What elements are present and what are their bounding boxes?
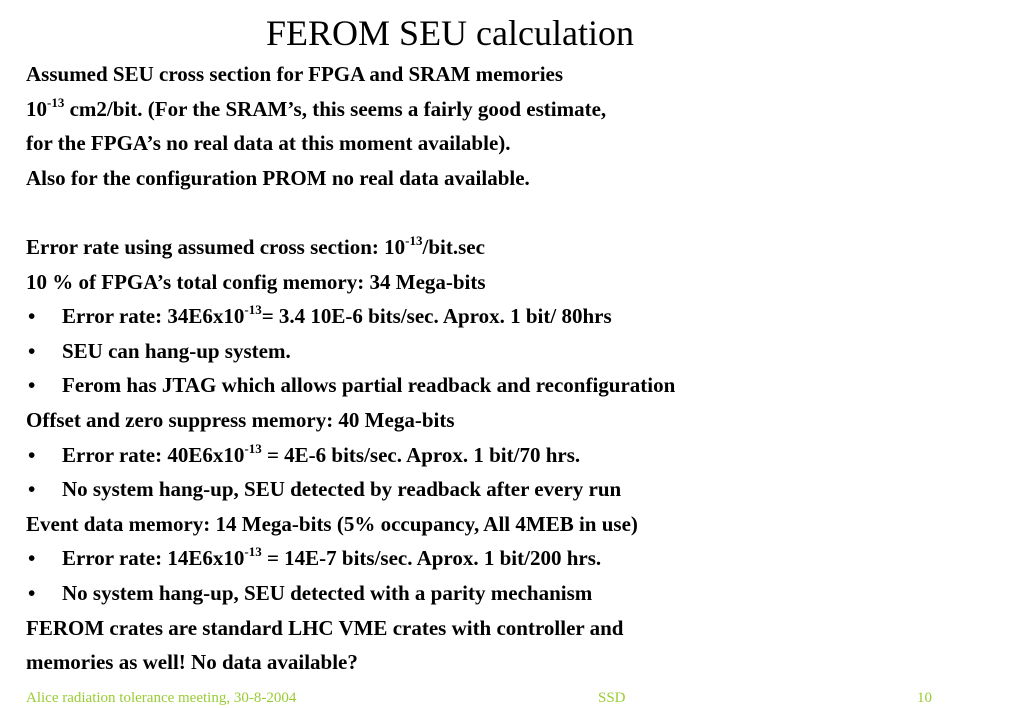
event-error-rate-exponent: -13 [244, 544, 262, 560]
footer-meeting: Alice radiation tolerance meeting, 30-8-2004 [26, 690, 297, 706]
footer-page-number: 10 [917, 690, 932, 706]
footer-group: SSD [598, 690, 626, 706]
event-error-rate-pre: Error rate: 14E6x10 [62, 546, 245, 571]
fpga-error-rate-pre: Error rate: 34E6x10 [62, 304, 245, 329]
fpga-bullet-error-rate [26, 299, 1016, 334]
cross-section-exponent: -13 [47, 94, 65, 110]
fpga-bullet-hangup [26, 334, 1016, 369]
error-rate-assumption [26, 230, 1016, 265]
fpga-bullet-jtag [26, 368, 1016, 403]
slide-body [26, 57, 1016, 680]
offset-error-rate-exponent: -13 [244, 440, 262, 456]
bullet-marker: • [28, 442, 36, 467]
offset-heading: Offset and zero suppress memory: 40 Mega-bits [26, 407, 455, 432]
error-rate-unit: /bit.sec [422, 234, 485, 259]
event-bullet-hangup [26, 576, 1016, 611]
offset-bullet-error-rate [26, 438, 1016, 473]
fpga-jtag-text: Ferom has JTAG which allows partial readback and reconfiguration [62, 373, 676, 398]
closing-line-2: memories as well! No data available? [26, 650, 358, 675]
offset-bullet-hangup [26, 472, 1016, 507]
event-bullet-error-rate [26, 541, 1016, 576]
offset-error-rate-pre: Error rate: 40E6x10 [62, 442, 245, 467]
offset-hangup-text: No system hang-up, SEU detected by readback after every run [62, 477, 622, 502]
fpga-error-rate-post: = 3.4 10E-6 bits/sec. Aprox. 1 bit/ 80hrs [261, 304, 612, 329]
bullet-marker: • [28, 373, 36, 398]
event-error-rate-post: = 14E-7 bits/sec. Aprox. 1 bit/200 hrs. [261, 546, 602, 571]
cross-section-base: 10 [26, 96, 47, 121]
intro-line-1: Assumed SEU cross section for FPGA and SRAM memories [26, 62, 564, 86]
event-heading: Event data memory: 14 Mega-bits (5% occupancy, All 4MEB in use) [26, 511, 638, 536]
error-rate-assumption-text: Error rate using assumed cross section: 10 [26, 234, 406, 259]
slide-title: FEROM SEU calculation [266, 13, 634, 53]
intro-line-2 [26, 92, 1016, 127]
spacer [26, 195, 1016, 230]
closing-line-1: FEROM crates are standard LHC VME crates with controller and [26, 615, 624, 640]
intro-line-3: for the FPGA’s no real data at this moment available). [26, 131, 511, 156]
fpga-error-rate-exponent: -13 [244, 302, 262, 318]
bullet-marker: • [28, 338, 36, 363]
bullet-marker: • [28, 304, 36, 329]
intro-line-4: Also for the configuration PROM no real data available. [26, 165, 530, 190]
intro-line-2-text: cm2/bit. (For the SRAM’s, this seems a fairly good estimate, [64, 96, 607, 121]
bullet-marker: • [28, 580, 36, 605]
event-hangup-text: No system hang-up, SEU detected with a parity mechanism [62, 580, 593, 605]
fpga-hangup-text: SEU can hang-up system. [62, 338, 291, 363]
bullet-marker: • [28, 477, 36, 502]
error-rate-exponent: -13 [405, 232, 423, 248]
fpga-heading: 10 % of FPGA’s total config memory: 34 Mega-bits [26, 269, 486, 294]
bullet-marker: • [28, 546, 36, 571]
offset-error-rate-post: = 4E-6 bits/sec. Aprox. 1 bit/70 hrs. [261, 442, 581, 467]
